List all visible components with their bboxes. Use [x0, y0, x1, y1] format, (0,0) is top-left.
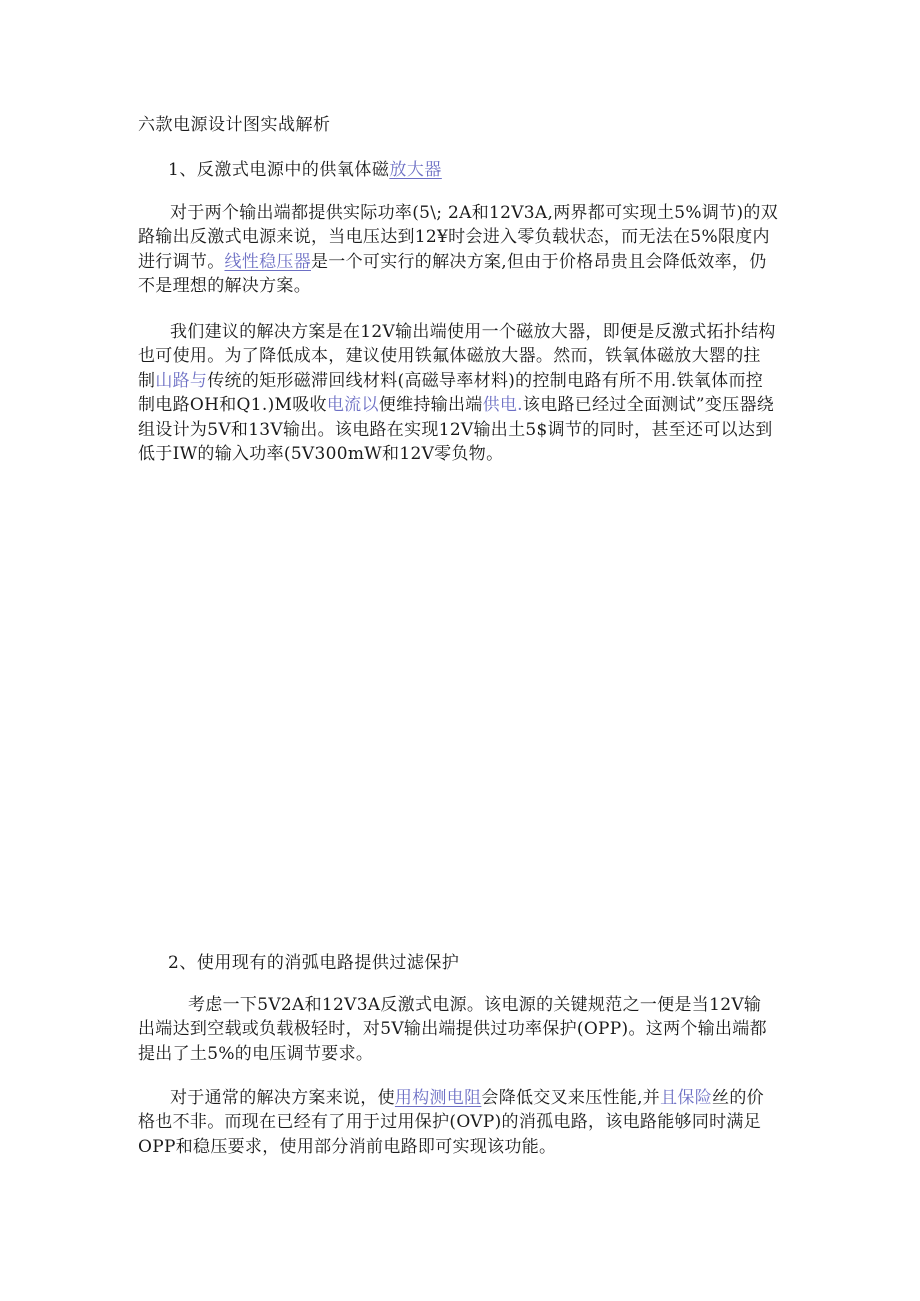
paragraph-text: 对于通常的解决方案来说，使 [170, 1088, 395, 1108]
section-1-paragraph-2 [138, 320, 778, 466]
link-linear-regulator[interactable]: 线性稳压器 [224, 251, 311, 272]
paragraph-text: 对于两个输出端都提供实际功率(5\; 2A和12V3A,两界都可实现土5%调节)的双路输出反激式电源来说，当电压达到12¥时会进入零负载状态，而无法在5%限度内进行调节。 [138, 203, 779, 272]
link-fuse[interactable]: 且保险 [660, 1088, 713, 1108]
paragraph-text: 我们建议的解决方案是在12V输出端使用一个磁放大器，即便是反激式拓扑结构也可使用。为了降低成本，建议使用铁氟体磁放大器。然而，铁氧体磁放大罂的拄制 [138, 322, 776, 391]
link-circuit[interactable]: 山路与 [155, 370, 208, 391]
link-amplifier[interactable]: 放大器 [389, 160, 442, 180]
link-current-sense-resistor[interactable]: 用构测电阻 [394, 1088, 482, 1108]
section-1-heading-text: 1、反激式电源中的供氧体磁 [168, 160, 390, 180]
paragraph-text: 是一个可实行的解决方案,但由于价格昂贵且会降低效率，仍不是理想的解决方案。 [138, 251, 767, 297]
section-1-heading [168, 158, 442, 182]
paragraph-text: 丝的价格也不非。而现在已经有了用于过用保护(OVP)的消孤电路，该电路能够同时满足OPP和稳压要求，使用部分消前电路即可实现该功能。 [138, 1088, 764, 1157]
section-2-paragraph-2 [138, 1086, 778, 1159]
link-current[interactable]: 电流以 [326, 395, 379, 416]
section-2-heading: 2、使用现有的消弧电路提供过滤保护 [168, 953, 460, 973]
paragraph-text: 传统的矩形磁滞回线材料(高磁导率材料)的控制电路有所不用.铁氧体而控制电路OH和Q1.)M吸收 [138, 370, 764, 416]
link-power-supply[interactable]: 供电. [482, 395, 523, 416]
paragraph-text: 该电路已经过全面测试”变压器绕组设计为5V和13V输出。该电路在实现12V输出土5$调节的同时，甚至还可以达到低于IW的输入功率(5V300mW和12V零负物。 [138, 395, 775, 465]
section-2-paragraph-1: 考虑一下5V2A和12V3A反激式电源。该电源的关键规范之一便是当12V输出端达到空载或负载极轻时，对5V输出端提供过功率保护(OPP)。这两个输出端都提出了土5%的电压调节要求。 [138, 995, 767, 1064]
section-1-paragraph-1 [138, 201, 778, 299]
paragraph-text: 便维持输出端 [378, 395, 483, 416]
document-title: 六款电源设计图实战解析 [138, 115, 331, 135]
paragraph-text: 会降低交叉来压性能,并 [481, 1088, 661, 1108]
